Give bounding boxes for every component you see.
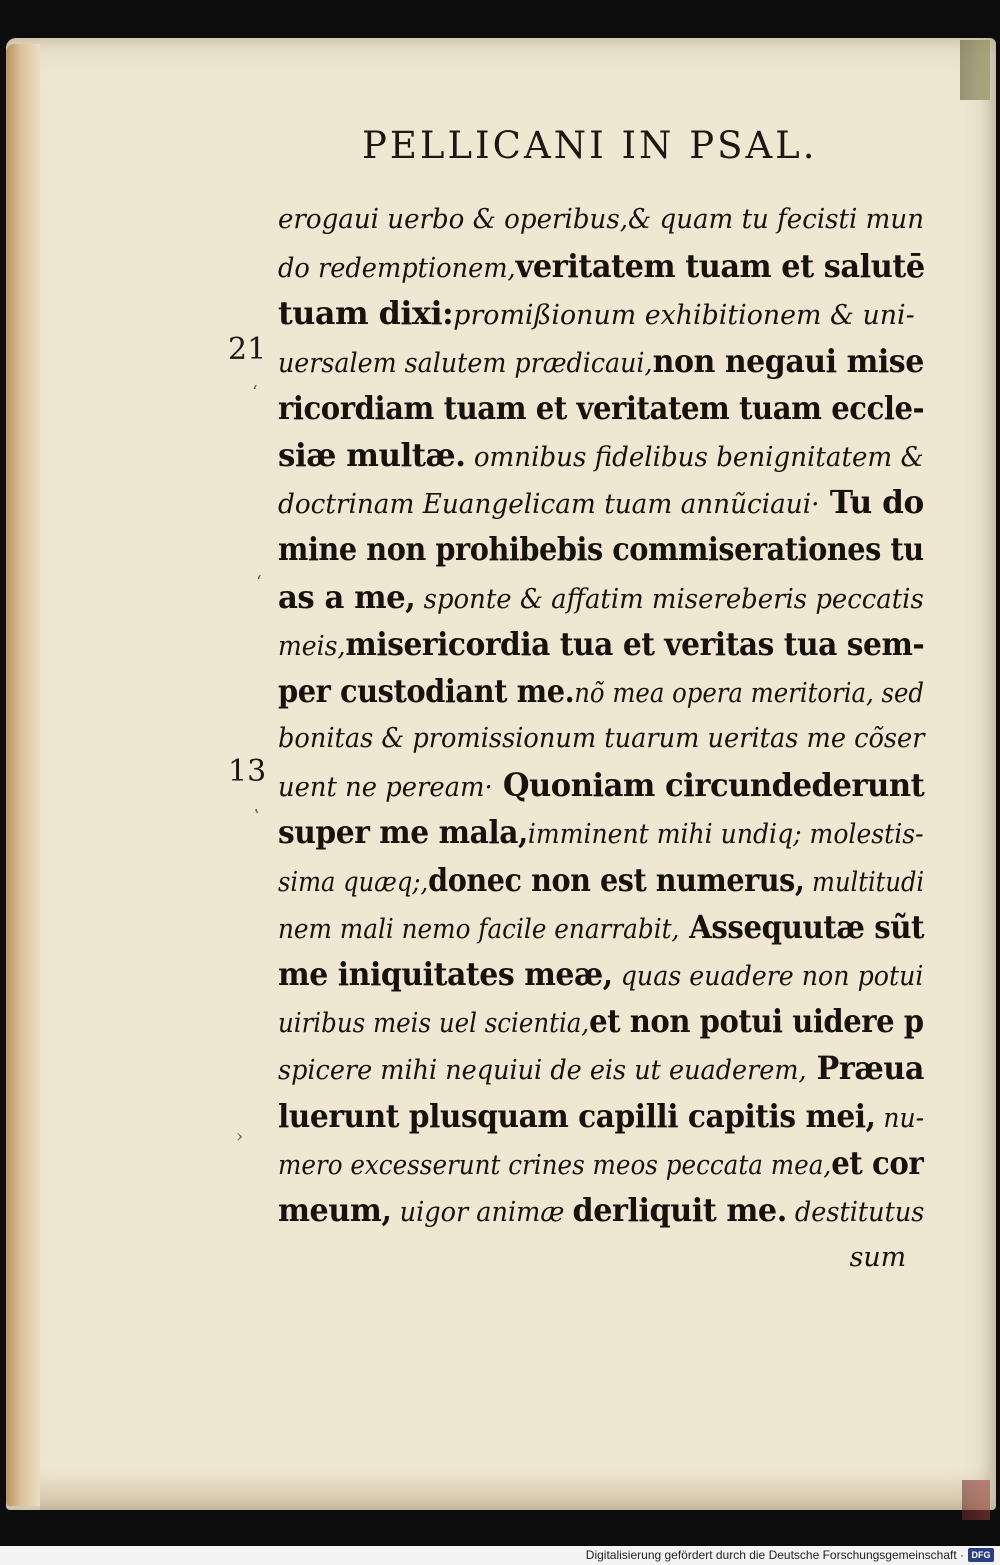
italic-segment: do redemptionem, (278, 253, 516, 285)
text-line (278, 1140, 924, 1187)
text-line (278, 243, 925, 290)
page-fore-edge (6, 44, 40, 1506)
text-line (278, 432, 924, 479)
binding-thread-top (960, 40, 990, 100)
text-line (278, 762, 925, 809)
italic-segment: spicere mihi nequiui de eis ut euaderem, (278, 1055, 807, 1087)
italic-segment: bonitas & promissionum tuarum ueritas me cõser (278, 723, 925, 755)
italic-segment: erogaui uerbo & operibus,& quam tu fecisti mun (278, 204, 925, 235)
blackletter-segment: super me mala, (278, 813, 528, 852)
margin-mark: ‘ (256, 572, 262, 593)
text-line (278, 904, 925, 951)
text-line (278, 998, 924, 1045)
text-line (278, 1093, 925, 1140)
margin-mark: ‛ (254, 806, 260, 827)
footer-credit: Digitalisierung gefördert durch die Deutsche Forschungsgemeinschaft · (585, 1548, 964, 1562)
text-line (278, 857, 925, 904)
blackletter-segment: Assequutæ sũt (679, 907, 925, 946)
text-line (278, 809, 924, 856)
blackletter-segment: misericordia tua et veritas tua sem- (345, 624, 925, 663)
text-line (278, 338, 924, 385)
blackletter-segment: tuam dixi: (278, 294, 454, 333)
italic-segment: nem mali nemo facile enarrabit, (278, 913, 680, 945)
italic-segment: sponte & affatim misereberis peccatis (415, 583, 924, 615)
italic-segment: meis, (278, 630, 346, 662)
italic-segment: sima quæq;, (278, 866, 429, 898)
blackletter-segment: Quoniam circundederunt (492, 766, 925, 805)
text-line (278, 290, 924, 337)
italic-segment: uiribus meis uel scientia, (278, 1008, 590, 1040)
blackletter-segment: luerunt plusquam capilli capitis mei, (278, 1096, 876, 1135)
page-bottom-shadow (40, 1470, 990, 1510)
margin-verse-number-13: 13 (228, 754, 267, 789)
blackletter-segment: derliquit me. (572, 1190, 787, 1229)
blackletter-segment: as a me, (278, 577, 416, 616)
text-line (278, 951, 924, 998)
text-line (278, 1045, 924, 1092)
text-line (278, 715, 925, 762)
italic-segment: uersalem salutem prædicaui, (278, 347, 653, 379)
text-line (278, 621, 925, 668)
italic-segment: multitudi (804, 866, 925, 898)
dfg-logo: DFG (968, 1548, 994, 1562)
blackletter-segment: et cor (831, 1143, 924, 1182)
italic-segment: promißionum exhibitionem & uni- (453, 300, 915, 332)
blackletter-segment: per custodiant me. (278, 671, 575, 710)
blackletter-segment: ricordiam tuam et veritatem tuam eccle- (278, 388, 925, 427)
italic-segment: omnibus fidelibus benignitatem & (465, 441, 924, 473)
text-line (278, 1187, 925, 1234)
blackletter-segment: meum, (278, 1190, 392, 1229)
text-line (278, 385, 925, 432)
margin-verse-number-21: 21 (228, 332, 267, 367)
blackletter-segment: donec non est numerus, (428, 860, 805, 899)
italic-segment: uigor animæ (391, 1196, 573, 1228)
italic-segment: mero excesserunt crines meos peccata mea, (278, 1149, 832, 1181)
text-line (278, 1234, 924, 1281)
text-line (278, 479, 924, 526)
blackletter-segment: me iniquitates meæ, (278, 955, 613, 993)
blackletter-segment: et non potui uidere p (589, 1002, 924, 1041)
blackletter-segment: mine non prohibebis commiserationes tu (278, 530, 924, 569)
text-line (278, 196, 925, 243)
page-text-block (278, 196, 928, 1281)
italic-segment: quas euadere non potui (612, 961, 924, 992)
italic-segment: imminent mihi undiq; molestis- (527, 819, 924, 851)
italic-segment: nõ mea opera meritoria, sed (574, 677, 925, 709)
margin-mark: › (236, 1126, 244, 1147)
text-line (278, 668, 925, 715)
blackletter-segment: non negaui mise (652, 341, 924, 380)
italic-segment: uent ne peream· (278, 772, 493, 804)
italic-segment: sum (278, 1242, 907, 1274)
blackletter-segment: veritatem tuam et salutē (515, 247, 925, 286)
blackletter-segment: siæ multæ. (278, 435, 466, 474)
italic-segment: destitutus (786, 1196, 925, 1228)
margin-mark: ‘ (252, 382, 258, 403)
running-head: PELLICANI IN PSAL. (362, 124, 818, 167)
binding-thread-bottom (962, 1480, 990, 1520)
italic-segment: nu- (875, 1102, 925, 1134)
italic-segment: doctrinam Euangelicam tuam annũciaui· (278, 489, 820, 521)
blackletter-segment: Præua (806, 1049, 924, 1088)
text-line (278, 574, 924, 621)
text-line (278, 526, 924, 573)
blackletter-segment: Tu do (819, 483, 924, 522)
